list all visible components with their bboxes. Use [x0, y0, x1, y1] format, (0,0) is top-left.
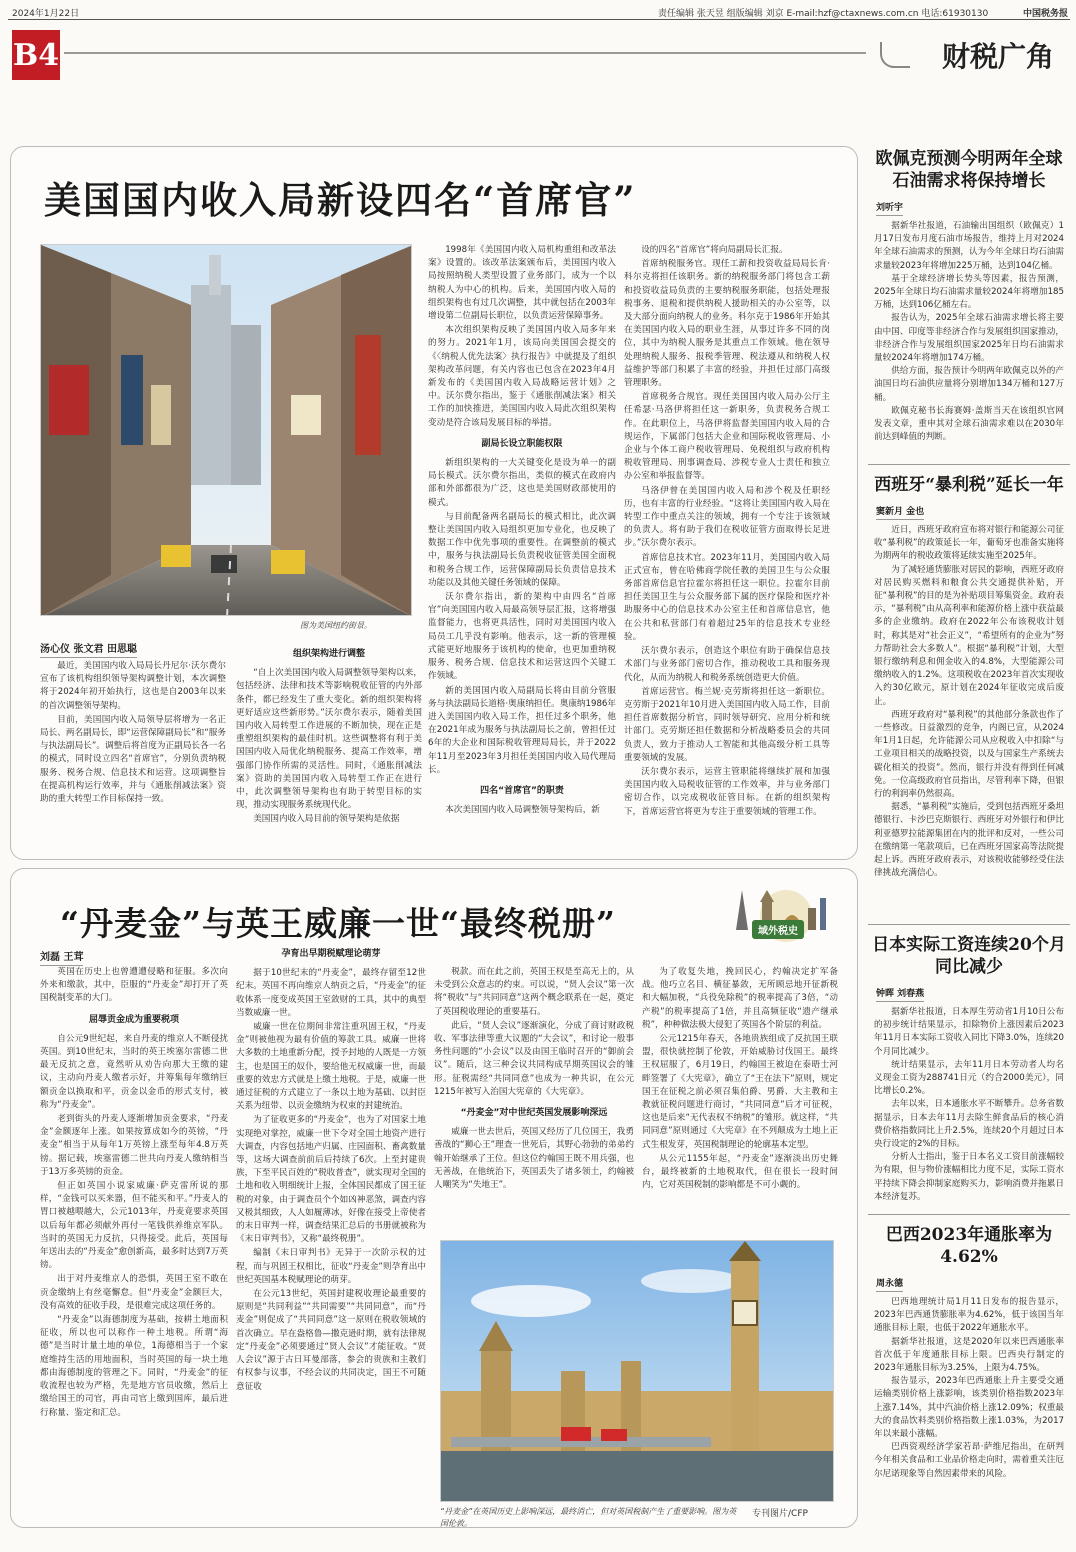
article2-column-3	[434, 966, 634, 1234]
swirl-icon	[880, 42, 910, 68]
article1-column-3	[428, 244, 616, 854]
paragraph: 新的美国国内收入局副局长将由目前分管服务与执法副局长道格·奥康纳担任。奥康纳1986年进入美国国内收入局工作，担任过多个职务，他在2021年成为服务与执法副局长之前，曾担任过6年的大企业和国际税收管理局局长，并于2022年11月至2023年3月担任美国国内收入局代理局长。	[428, 685, 616, 775]
history-badge	[716, 880, 846, 944]
paragraph: 税款。而在此之前，英国王权是至高无上的，从未受到公众意志的约束。可以说，“贤人会议”第一次将“税收”与“共同同意”这两个概念联系在一起，奠定了英国税收理论的重要基石。	[434, 967, 634, 1017]
subheading: “丹麦金”对中世纪英国发展影响深远	[460, 1108, 608, 1119]
paragraph: 新组织架构的一大关键变化是设为单一的副局长模式。沃尔费尔指出，类似的模式在政府内部和外部都很为广泛，这也是美国财政部使用的模式。	[428, 458, 616, 508]
sidebar-article-brazil	[868, 1224, 1070, 1544]
paragraph: 首席信息技术官。2023年11月，美国国内收入局正式宣布，曾在哈佛商学院任教的美国卫生与公众服务部首席信息官拉霍尔将担任这一职位。拉霍尔目前担任美国卫生与公众服务部下属的医疗保险和医疗补助服务中心的信息技术办公室主任和首席信息官，他在公共和私营部门有着超过25年的信息技术专业经验。	[624, 552, 830, 642]
issue-date: 2024年1月22日	[12, 9, 80, 19]
paragraph: 统计结果显示，去年11月日本劳动者人均名义现金工资为288741日元（约合2000美元），同比增长0.2%。	[874, 1059, 1064, 1097]
sidebar-byline: 刘听宇	[876, 200, 903, 216]
paragraph: 本次组织架构反映了美国国内收入局多年来的努力。2021年1月，该局向美国国会提交的《〈纳税人优先法案〉执行报告》中就提及了组织架构改革问题，有关内容也已包含在2023年4月新发布的《美国国内收入局战略运营计划》之中。沃尔费尔指出，鉴于《通胀削减法案》相关工作的加快推进，美国国内收入局此次组织架构变动是符合该局发展目标的举措。	[428, 325, 616, 428]
paragraph: 据新华社报道，这是2020年以来巴西通胀率首次低于年度通胀目标上限。巴西央行制定的2023年通胀目标为3.25%，上限为4.75%。	[874, 1336, 1064, 1374]
paragraph: 分析人士指出，鉴于日本名义工资目前涨幅较为有限，但与物价涨幅相比力度不足，实际工资水平持续下降会抑制家庭购买力，影响消费并拖累日本经济复苏。	[874, 1152, 1064, 1202]
paragraph: 首席税务合规官。现任美国国内收入局办公厅主任希瑟·马洛伊将担任这一新职务，负责税务合规工作。在此职位上，马洛伊将监督美国国内收入局的合规运作，下属部门包括大企业和国际税收管理局、小企业与个体工商户税收管理局、免税组织与政府机构税收管理局、刑事调查局、涉税专业人士责任和独立办公室和举报监督等。	[624, 392, 830, 482]
paragraph: 1998年《美国国内收入局机构重组和改革法案》设置的。该改革法案颁布后，美国国内收入局按照纳税人类型设置了业务部门，成为一个以纳税人为中心的机构。后来，美国国内收入局的组织架构也有过几次调整，其中就包括在2003年增设第二位副局长职位，以负责运营保障事务。	[428, 245, 616, 322]
paragraph: 在公元13世纪，英国封建税收理论最重要的原则是“共同利益”“共同需要”“共同同意”，而“丹麦金”则促成了“共同同意”这一原则在税收领域的首次确立。早在盎格鲁—撒克逊时期，就有法律规定“丹麦金”必须要通过“贤人会议”才能征收。“贤人会议”源于古日耳曼部落，参会的贵族和主教们有权参与议事，不经会议的共同决定，国王不可随意征收	[236, 1289, 426, 1392]
paragraph: 首席运营官。梅兰妮·克劳斯将担任这一新职位。克劳斯于2021年10月进入美国国内收入局工作，目前担任首席数据分析官，同时领导研究、应用分析和统计部门。克劳斯还担任数据和分析战略委员会的共同负责人，致力于推动人工智能和其他高级分析工具等重要领域的发展。	[624, 686, 830, 763]
paragraph: 首席纳税服务官。现任工薪和投资收益局局长肯·科尔克将担任该职务。新的纳税服务部门将包含工薪和投资收益局负责的主要纳税服务职能，包括处理报税事务、退税和提供纳税人援助相关的办公室等，以及大部分面向纳税人的业务。科尔克于1986年开始其在美国国内收入局的职业生涯，从事过许多不同的岗位，其中为纳税人服务是其重点工作领域。他在领导处理纳税人服务、报税季管理、税法遵从和纳税人权益维护等部门积累了丰富的经验，并担任过部门高级管理职务。	[624, 259, 830, 389]
sidebar-article-opec	[868, 148, 1070, 488]
paragraph: 美国国内收入局目前的领导架构是依据	[253, 814, 400, 825]
paragraph: “丹麦金”以海德制度为基础，按耕土地面积征收，所以也可以称作一种土地税。所谓“海德”是当时计量土地的单位，1海德相当于一个家庭维持生活的用地面积，当时英国的每一块土地都由海德制度的管理之下。同时，“丹麦金”的征收流程也较为严格，先是地方官员收缴，然后上缴给国王的司官，再由司官上缴到国库，最后进行称量、鉴定和汇总。	[40, 1315, 228, 1418]
masthead-bar	[8, 6, 1070, 20]
page-number: B4	[12, 30, 60, 80]
photo-caption-westminster: “丹麦金”在英国历史上影响深远，最终消亡，但对英国税制产生了重要影响。图为英国伦敦。	[440, 1507, 737, 1528]
paragraph: 欧佩克秘书长海赛姆·盖斯当天在该组织官网发表文章，重申其对全球石油需求难以在2030年前达到峰值的判断。	[874, 405, 1064, 443]
article-title-irs: 美国国内收入局新设四名“首席官”	[44, 178, 637, 222]
subheading: 组织架构进行调整	[292, 649, 365, 659]
paragraph: 西班牙政府对“暴利税”的其他部分条款也作了一些修改。日益激烈的竞争，内阁已宣，从2024年1月1日起，允许能源公司从应税收入中扣除“与工业项目相关的战略投资，以及与国家生产系统去碳化相关的投资”。然而，银行并没有得到任何减免。一位高级政府官员指出，尽管利率下降，但银行的利润率仍然很高。	[874, 709, 1064, 800]
sidebar-byline: 钟晖 刘春燕	[876, 986, 924, 1002]
sidebar-body	[868, 220, 1070, 490]
sidebar-article-japan	[868, 934, 1070, 1214]
sidebar-divider	[868, 464, 1070, 465]
photo-credit: 专刊图片/CFP	[752, 1509, 808, 1519]
paragraph: 据新华社报道，石油输出国组织（欧佩克）1月17日发布月度石油市场报告，维持上月对2024年全球石油需求的预测，认为今年全球日均石油需求量较2023年将增加225万桶，达到104亿桶。	[874, 221, 1064, 271]
paragraph: 据新华社报道，日本厚生劳动省1月10日公布的初步统计结果显示，扣除物价上涨因素后2023年11月日本实际工资收入同比下降3.0%，连续20个月同比减少。	[874, 1007, 1064, 1057]
paragraph: 据于10世纪末的“丹麦金”，最终存留至12世纪末。英国不再向维京人纳贡之后，“丹麦金”的征收体系一度变成英国王室敛财的工具，其中的典型当数威廉一世。	[236, 968, 426, 1018]
badge-label: 域外税史	[752, 920, 804, 939]
sidebar-article-spain	[868, 474, 1070, 924]
paragraph: 威廉一世在位期间非常注重巩固王权，“丹麦金”则被他视为最有价值的筹款工具。威廉一世将大多数的土地重新分配，授予封地的人既是一方领主，也是国王的奴仆，要给他无权威廉一世，而最重要的效忠方式就是上缴土地税。于是，威廉一世通过征税的方式建立了一条以土地为基础、以封臣关系为纽带、以贡金缴纳为权束的封建统治。	[236, 1022, 426, 1112]
sidebar-byline: 窦新月 金也	[876, 504, 924, 520]
paragraph: 据悉，“暴利税”实施后，受到包括西班牙桑坦德银行、卡沙巴克斯银行、西班牙对外银行和伊比利亚德罗拉能源集团在内的批评和反对，一些公司在缴纳第一笔款项后，已在西班牙国家高等法院提起上诉。西班牙政府表示，对该税收能够经受住法律挑战充满信心。	[874, 802, 1064, 879]
sidebar-body	[868, 1296, 1070, 1552]
paragraph: 最近，美国国内收入局局长丹尼尔·沃尔费尔宣布了该机构组织领导架构调整计划，本次调整将于2024年初开始执行，这也是自2003年以来的首次调整领导架构。	[40, 661, 226, 711]
sidebar-title: 日本实际工资连续20个月同比减少	[872, 935, 1066, 977]
paragraph: 基于全球经济增长势头等因素，报告预测，2025年全球日均石油需求量较2024年将增加185万桶，达到106亿桶左右。	[874, 273, 1064, 311]
newspaper-name: 中国税务报	[1022, 9, 1068, 19]
subheading: 副局长设立职能权限	[481, 438, 563, 449]
paragraph: 报告显示，2023年巴西通胀上升主要受交通运输类别价格上涨影响，该类别价格指数2023年上涨7.14%，其中汽油价格上涨12.09%；权重最大的食品饮料类别价格指数上涨1.03%，为2017年以来最小涨幅。	[874, 1376, 1064, 1440]
sidebar-title: 欧佩克预测今明两年全球石油需求将保持增长	[875, 149, 1063, 191]
westminster-illustration	[441, 1241, 834, 1502]
paragraph: 巴西地理统计局1月11日发布的报告显示，2023年巴西通货膨胀率为4.62%，低于该国当年通胀目标上限，也低于2022年通胀水平。	[874, 1297, 1064, 1334]
paragraph: 去年以来，日本通胀水平不断攀升。总务省数据显示，日本去年11月去除生鲜食品后的核心消费价格指数同比上升2.5%，连续20个月超过日本央行设定的2%的目标。	[874, 1099, 1064, 1150]
byline-irs: 汤心仪 张文君 田思聪	[40, 640, 137, 658]
paragraph: 沃尔费尔指出，新的架构中由四名“首席官”向美国国内收入局最高领导层汇报，这将增强监督能力，也将更具活性，同时对美国国内收入局员工几乎没有影响。他表示，这一新的管理模式能更好地服务于该机构的使命，也更加重纳税服务、税务合规、信息技术和运营这四个关键工作领域。	[428, 592, 616, 682]
subheading: 四名“首席官”的职责	[480, 785, 564, 796]
sidebar-divider	[868, 924, 1070, 925]
paragraph: 出于对丹麦维京人的恐惧，英国王室不敢在贡金缴纳上有丝毫懈怠。但“丹麦金”金额巨大，没有高效的征收手段，是很难完成这项任务的。	[40, 1274, 228, 1311]
header-rule	[64, 52, 866, 54]
photo-caption-nyc: 图为美国纽约街景。	[300, 621, 372, 630]
paragraph: 自公元9世纪起，来自丹麦的维京人不断侵扰英国。到10世纪末，当时的英王埃塞尔雷德二世最无反抗之意，竟然听从劝告向那大王缴的建议，主动向丹麦人缴者示好，并筹集每年缴纳巨额贡金以换取和平，贡金以金币的形式支付，被称为“丹麦金”。	[40, 1033, 228, 1110]
article2-column-2	[236, 940, 426, 1518]
paragraph: 供给方面，报告预计今明两年欧佩克以外的产油国日均石油供应量将分别增加134万桶和127万桶。	[874, 366, 1064, 403]
sidebar-byline: 周永德	[876, 1276, 903, 1292]
sidebar-body	[868, 524, 1070, 916]
paragraph: 报告认为，2025年全球石油需求增长将主要由中国、印度等非经济合作与发展组织国家推动，非经济合作与发展组织国家2025年日均石油需求量较2024年将增加174万桶。	[874, 313, 1064, 364]
article2-column-1	[40, 966, 228, 1518]
paragraph: 沃尔费尔表示，创造这个职位有助于确保信息技术部门与业务部门密切合作，推动税收工具和服务现代化，从而为纳税人和税务系统创造更大价值。	[624, 646, 830, 683]
westminster-photo	[440, 1240, 834, 1502]
paragraph: 设的四名“首席官”将向局副局长汇报。	[641, 245, 788, 255]
paragraph: 此后，“贤人会议”逐渐演化，分成了商讨财政税收、军事法律等重大议题的“大会议”，和讨论一般事务性问题的“小会议”以及由国王临时召开的“御前会议”。随后，这三种会议共同构成早期英国议会的雏形。征税需经“共同同意”也成为一种共识，在公元1215年被写入治国大宪章的《大宪章》。	[434, 1020, 634, 1097]
subheading: 孕育出早期税赋理论萌芽	[281, 949, 381, 959]
paragraph: 公元1215年春天，各地贵族组成了反抗国王联盟，很快就控制了伦敦，开始威胁讨伐国王。最终王权屈服了，6月19日，约翰国王被迫在泰晤士河畔签署了《大宪章》，确立了“王在法下”原则，规定国王在征税之前必须召集伯爵、男爵、大主教和主教就征税问题进行商讨，“共同同意”后才可征税，这也是后来“无代表权不纳税”的雏形。就这样，“共同同意”原则通过《大宪章》在不列颠成为土地上正式生根发芽，英国税制理论的轮廓基本定型。	[642, 1034, 838, 1150]
paragraph: 英国在历史上也曾遭遭侵略和征服。多次向外来和缴款，其中，臣服的“丹麦金”却打开了英国税制变革的大门。	[40, 967, 228, 1004]
article2-column-4	[642, 966, 838, 1234]
paragraph: 从公元1155年起，“丹麦金”逐渐淡出历史舞台，最终被新的土地税取代，但在很长一段时间内，它对英国税制的影响都是不可小觑的。	[642, 1153, 838, 1191]
paragraph: 巴西资观经济学家若昂·萨维尼指出，在研判今年相关食品和工业品价格走向时，需着重关注厄尔尼诺现象等自然因素带来的风险。	[874, 1442, 1064, 1479]
sidebar-title: 西班牙“暴利税”延长一年	[874, 475, 1064, 495]
article1-column-4	[624, 244, 830, 854]
article1-column-1	[40, 660, 226, 854]
nyc-street-illustration	[41, 245, 412, 616]
article1-column-2	[236, 640, 422, 854]
paragraph: 近日，西班牙政府宣布将对银行和能源公司征收“暴利税”的政策延长一年，葡萄牙也准备实施将为期两年的税收政策将延续实施至2025年。	[874, 525, 1064, 562]
paragraph: 老到街头的丹麦人逐渐增加贡金要求，“丹麦金”金额逐年上涨。如果按算成如今的英镑，“丹麦金”相当于从每年1万英镑上涨至每年4.8万英镑。据记载，埃塞雷德二世共向丹麦人缴纳相当于13万多英镑的贡金。	[40, 1114, 228, 1177]
paragraph: 为了减轻通货膨胀对居民的影响，西班牙政府对居民购买燃料和粮食公共交通提供补贴，开征“暴利税”的目的是为补贴项目筹集资金。政府表示，“暴利税”由从高利率和能源价格上涨中获益最多的企业缴纳。政府在2022年公布该税收计划时，称其是对“社会正义”，“希望所有的企业为”努力帮助社会大多数人”。根据“暴利税”计划，大型银行缴纳利息和佣金收入的4.8%，大型能源公司缴纳收入的1.2%。这项税收在2023年首次实现收入约30亿欧元，原计划在2024年征收完成后废止。	[874, 564, 1064, 707]
paragraph: 与目前配备两名副局长的模式相比，此次调整让美国国内收入局组织更加专业化，也反映了数据工作中优先事项的重要性。在调整前的模式中，服务与执法副局长负责税收征管美国全面税和税务合规工作，运营保障副局长负责信息技术功能以及其他关键任务领域的保障。	[428, 511, 616, 588]
paragraph: 威廉一世去世后，英国又经历了几位国王，我勇善战的“狮心王”理查一世死后，其野心勃勃的弟弟约翰开始继承了王位。但这位约翰国王既不用兵强，也无善战，在他统治下，英国丢失了诸多领土，约翰被人嘲笑为“失地王”。	[434, 1127, 634, 1191]
paragraph: 编制《末日审判书》无异于一次阶示权的过程，而与巩固王权相比，征收“丹麦金”则孕育出中世纪英国基本税赋理论的萌芽。	[236, 1248, 426, 1285]
paragraph: 但正如英国小说家威廉·萨克雷所说的那样，“金钱可以买来器，但不能买和平。”丹麦人的胃口被越喂越大，公元1013年，丹麦竟要求英国以后每年都必须献外再付一笔钱供养维京军队。当时的英国无力反抗，只得接受。此后，英国每年送出去的“丹麦金”愈创新高，最多时达到7万英镑。	[40, 1181, 228, 1271]
nyc-street-photo	[40, 244, 412, 616]
paragraph: 为了收复失地，挽回民心，约翰决定扩军备战。他巧立名目、横征暴敛，无所顾忌地开征新税和大幅加税，“兵役免除税”的税率提高了3倍，“动产税”的税率提高了1倍，并且高频征收“遗产继承税”，种种做法极大侵犯了英国各个阶层的利益。	[642, 967, 838, 1030]
sidebar-body	[868, 1006, 1070, 1226]
subheading: 屈辱贡金成为重要税项	[88, 1014, 179, 1025]
article-title-danegeld: “丹麦金”与英王威廉一世“最终税册”	[60, 904, 616, 943]
sidebar-title: 巴西2023年通胀率为4.62%	[885, 1225, 1053, 1267]
paragraph: 本次美国国内收入局调整领导架构后，新	[445, 805, 600, 816]
paragraph: 为了征收更多的“丹麦金”，也为了对国家土地实现绝对掌控，威廉一世下令对全国土地资产进行大调查，内容包括地产归属、庄园面积、畜禽数量等，这场大调查前前后后持续了6次。上至封建贵族，下至平民百姓的“税收普查”，就实现对全国的土地和收入明细统计上报，全体国民都成了国王征税的对象，由于调查员个个如凶神恶煞，调查内容又极其细致，人人如履薄冰，好像在接受上帝使者的末日审判一样，调查结果汇总后的书册就被称为《末日审判书》，又称“最终税册”。	[236, 1115, 426, 1245]
column-title	[872, 30, 1068, 80]
paragraph: “自上次美国国内收入局调整领导架构以来，包括经济、法律和技术等影响税收征管的内外部条件，都已经发生了重大变化。新的组织架构将更好适应这些新形势。”沃尔费尔表示，随着美国国内收入局转型工作进展的不断加快，现在正是重塑组织架构的最佳时机。这些调整将有利于美国国内收入局优化纳税服务、提高工作效率，增强部门协作所需的灵活性。同时，《通胀削减法案》资助的美国国内收入局转型工作正在进行中，此次调整领导架构也有助于转型目标的实现，推动实现服务系统现代化。	[236, 668, 422, 811]
editor-info: 责任编辑 张天昱 组版编辑 刘京 E-mail:hzf@ctaxnews.com.cn 电话:61930130	[658, 9, 989, 19]
sidebar-divider	[868, 1214, 1070, 1215]
paragraph: 目前，美国国内收入局领导层将增为一名正局长、两名副局长，即“运营保障副局长”和“服务与执法副局长”。调整后将首度为正副局长各一名的模式，同时设立四名“首席官”，分别负责纳税服务、税务合规、信息技术和运营。这项调整旨在提高机构运行效率，并与《通胀削减法案》资助的重大转型工作目标保持一致。	[40, 714, 226, 805]
paragraph: 沃尔费尔表示，运营主管职能将继续扩展和加强美国国内收入局税收征管的工作效率，并与业务部门密切合作，以完成税收征管目标。在新的组织架构下，首席运营官将更为专注于重要领域的管理工作。	[624, 766, 830, 817]
byline-danegeld: 刘磊 王茸	[40, 948, 83, 966]
paragraph: 马洛伊曾在美国国内收入局和涉个税及任职经历，也有丰富的行业经验。“这将让美国国内收入局在转型工作中重点关注的领域，拥有一个专注于该领域的负责人。将有助于我们在税收征管方面取得长足进步。”沃尔费尔表示。	[624, 485, 830, 549]
column-title-text: 财税广角	[941, 40, 1054, 73]
